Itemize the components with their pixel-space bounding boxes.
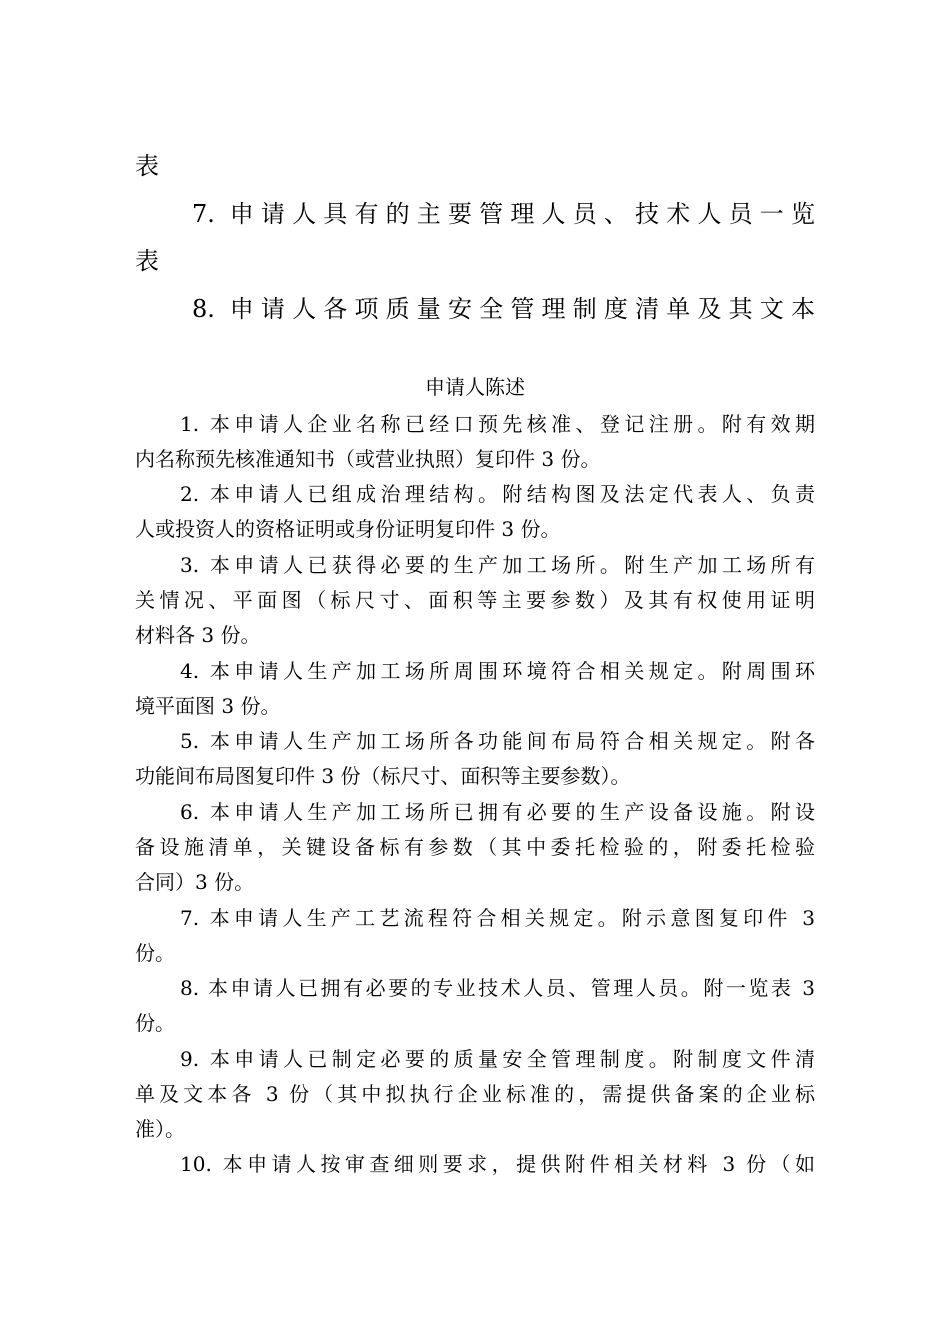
- statement-item-3-cont2: 材料各 3 份。: [135, 623, 261, 647]
- statement-item-9-cont: 单及文本各 3 份（其中拟执行企业标准的，需提供备案的企业标: [135, 1082, 815, 1106]
- statement-item-9: 9. 本申请人已制定必要的质量安全管理制度。附制度文件清: [180, 1047, 815, 1071]
- statement-item-5-cont: 功能间布局图复印件 3 份（标尺寸、面积等主要参数）。: [135, 764, 631, 788]
- statement-item-7: 7. 本申请人生产工艺流程符合相关规定。附示意图复印件 3: [180, 906, 815, 930]
- statement-item-3-cont: 关情况、平面图（标尺寸、面积等主要参数）及其有权使用证明: [135, 588, 815, 612]
- list-line-1: 表: [135, 152, 159, 180]
- statement-item-8-cont: 份。: [135, 1011, 175, 1035]
- statement-item-10: 10. 本申请人按审查细则要求，提供附件相关材料 3 份（如: [180, 1152, 815, 1176]
- statement-item-2: 2. 本申请人已组成治理结构。附结构图及法定代表人、负责: [180, 482, 815, 506]
- statement-item-6: 6. 本申请人生产加工场所已拥有必要的生产设备设施。附设: [180, 800, 815, 824]
- list-line-3: 表: [135, 247, 159, 275]
- statement-item-1-cont: 内名称预先核准通知书（或营业执照）复印件 3 份。: [135, 447, 601, 471]
- statement-item-4-cont: 境平面图 3 份。: [135, 694, 281, 718]
- statement-item-3: 3. 本申请人已获得必要的生产加工场所。附生产加工场所有: [180, 553, 815, 577]
- statement-item-8: 8. 本申请人已拥有必要的专业技术人员、管理人员。附一览表 3: [180, 976, 815, 1000]
- list-item-7: 7. 申请人具有的主要管理人员、技术人员一览: [192, 200, 815, 228]
- list-item-8: 8. 申请人各项质量安全管理制度清单及其文本: [192, 295, 815, 323]
- statement-item-5: 5. 本申请人生产加工场所各功能间布局符合相关规定。附各: [180, 729, 815, 753]
- statement-item-4: 4. 本申请人生产加工场所周围环境符合相关规定。附周围环: [180, 659, 815, 683]
- statement-item-6-cont: 备设施清单，关键设备标有参数（其中委托检验的，附委托检验: [135, 835, 815, 859]
- statement-item-2-cont: 人或投资人的资格证明或身份证明复印件 3 份。: [135, 517, 561, 541]
- statement-title: 申请人陈述: [425, 375, 525, 399]
- statement-item-7-cont: 份。: [135, 941, 175, 965]
- statement-item-1: 1. 本申请人企业名称已经口预先核准、登记注册。附有效期: [180, 412, 815, 436]
- statement-item-9-cont2: 准）。: [135, 1117, 185, 1141]
- statement-item-6-cont2: 合同）3 份。: [135, 870, 255, 894]
